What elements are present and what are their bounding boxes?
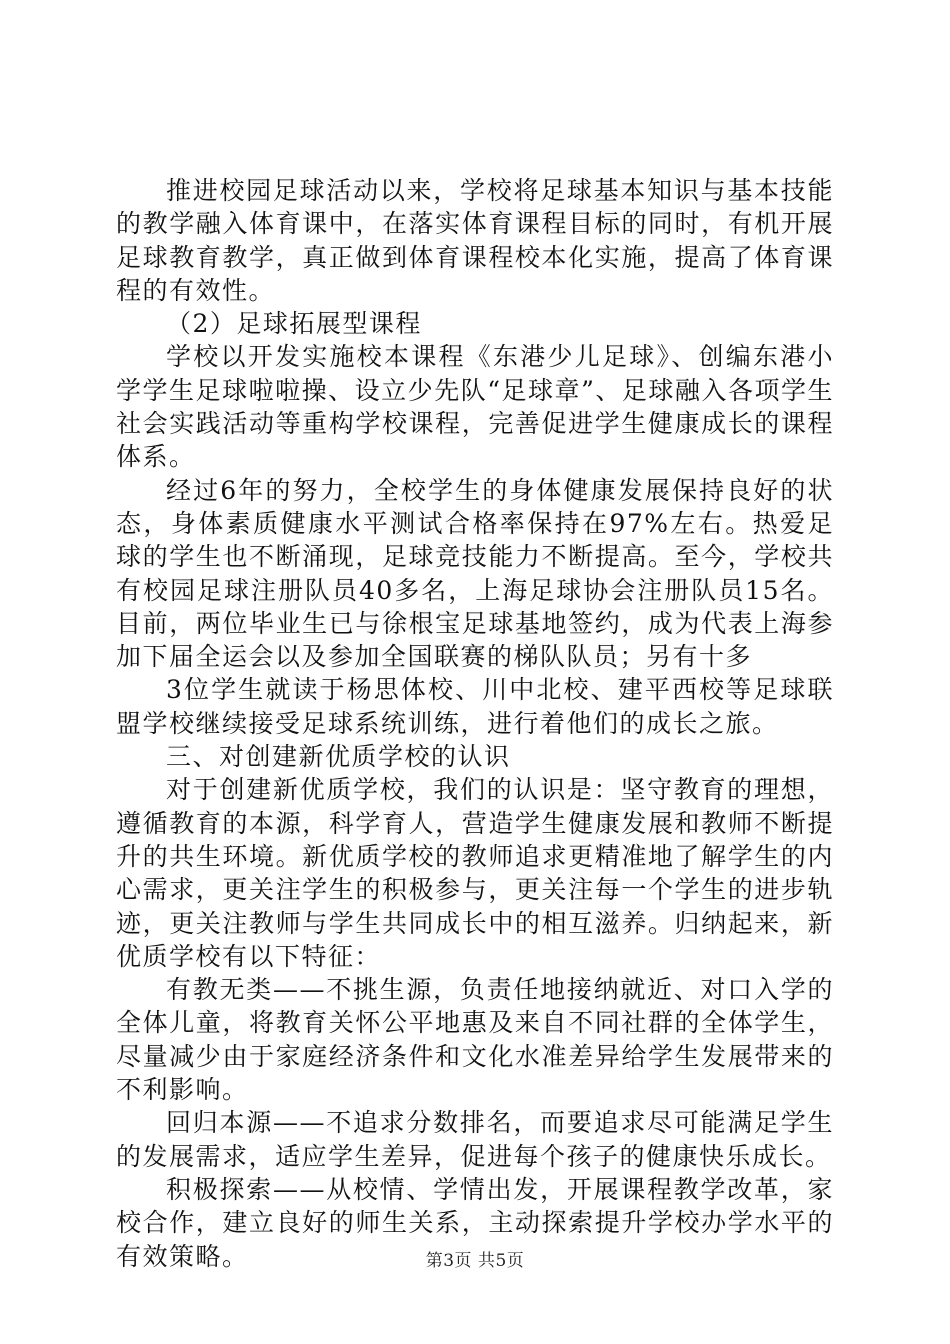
paragraph-school-curriculum: 学校以开发实施校本课程《东港少儿足球》、创编东港小学学生足球啦啦操、设立少先队“足球章”、足球融入各项学生社会实践活动等重构学校课程，完善促进学生健康成长的课程体系。 [116, 342, 834, 472]
paragraph-six-years-effort: 经过6年的努力，全校学生的身体健康发展保持良好的状态，身体素质健康水平测试合格率保持在97%左右。热爱足球的学生也不断涌现，足球竞技能力不断提高。至今，学校共有校园足球注册队员40多名，上海足球协会注册队员15名。目前，两位毕业生已与徐根宝足球基地签约，成为代表上海参加下届全运会以及参加全国联赛的梯队队员；另有十多 [116, 475, 834, 672]
paragraph-football-integration: 推进校园足球活动以来，学校将足球基本知识与基本技能的教学融入体育课中，在落实体育课程目标的同时，有机开展足球教育教学，真正做到体育课程校本化实施，提高了体育课程的有效性。 [116, 176, 834, 305]
paragraph-feature-return-to-origin: 回归本源——不追求分数排名，而要追求尽可能满足学生的发展需求，适应学生差异，促进每个孩子的健康快乐成长。 [116, 1108, 834, 1171]
section-heading-new-quality-school: 三、对创建新优质学校的认识 [166, 742, 511, 772]
subheading-extension-course: （2）足球拓展型课程 [166, 309, 422, 339]
document-body [116, 174, 834, 1273]
paragraph-understanding: 对于创建新优质学校，我们的认识是：坚守教育的理想，遵循教育的本源，科学育人，营造学生健康发展和教师不断提升的共生环境。新优质学校的教师追求更精准地了解学生的内心需求，更关注学生的积极参与，更关注每一个学生的进步轨迹，更关注教师与学生共同成长中的相互滋养。归纳起来，新优质学校有以下特征： [116, 775, 834, 971]
paragraph-feature-inclusive: 有教无类——不挑生源，负责任地接纳就近、对口入学的全体儿童，将教育关怀公平地惠及来自不同社群的全体学生，尽量减少由于家庭经济条件和文化水准差异给学生发展带来的不利影响。 [116, 975, 834, 1105]
paragraph-students-sports-schools: 3位学生就读于杨思体校、川中北校、建平西校等足球联盟学校继续接受足球系统训练，进行着他们的成长之旅。 [116, 675, 834, 738]
paragraph-feature-active-exploration: 积极探索——从校情、学情出发，开展课程教学改革，家校合作，建立良好的师生关系，主动探索提升学校办学水平的有效策略。 [116, 1174, 834, 1271]
page-number-footer: 第3页 共5页 [425, 1251, 525, 1271]
